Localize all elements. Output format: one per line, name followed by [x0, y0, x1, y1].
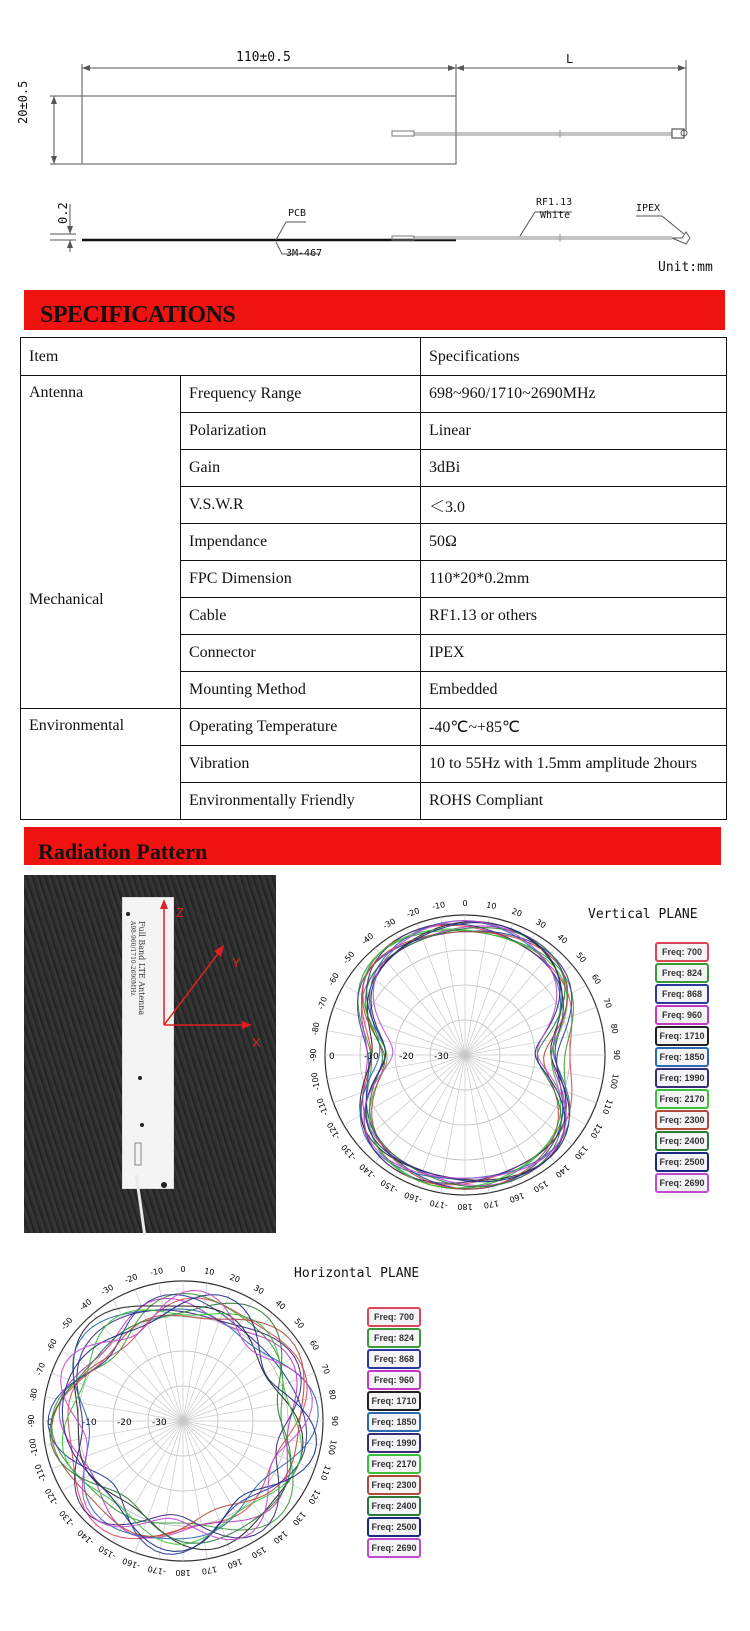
value-cell: ROHS Compliant: [421, 783, 727, 820]
angle-label: 170: [483, 1198, 500, 1210]
angle-label: 30: [252, 1283, 266, 1297]
angle-label: -40: [359, 931, 376, 947]
angle-label: -100: [27, 1437, 40, 1458]
horizontal-plane-title: Horizontal PLANE: [294, 1266, 420, 1281]
ring-label: -30: [152, 1418, 167, 1428]
legend-item: Freq: 2400: [655, 1131, 709, 1151]
unit-label: Unit:mm: [658, 260, 713, 275]
angle-label: -150: [97, 1543, 118, 1561]
ring-label: -10: [364, 1052, 379, 1062]
angle-label: -10: [149, 1266, 164, 1278]
angle-label: 170: [201, 1564, 218, 1576]
legend-item: Freq: 2690: [655, 1173, 709, 1193]
param-cell: Vibration: [181, 746, 421, 783]
angle-label: 150: [531, 1178, 550, 1194]
horizontal-plane-chart: [18, 1256, 348, 1586]
value-cell: 3dBi: [421, 450, 727, 487]
radiation-pattern-title: Radiation Pattern: [38, 839, 208, 864]
legend-item: Freq: 2300: [655, 1110, 709, 1130]
legend-item: Freq: 868: [367, 1349, 421, 1369]
param-cell: Impendance: [181, 524, 421, 561]
angle-label: 40: [273, 1298, 288, 1312]
angle-label: 20: [510, 906, 524, 919]
angle-label: -170: [146, 1564, 167, 1577]
angle-label: 130: [572, 1143, 590, 1162]
angle-label: -20: [405, 906, 421, 920]
angle-label: 50: [574, 950, 588, 965]
angle-label: 30: [534, 917, 548, 931]
legend-item: Freq: 700: [367, 1307, 421, 1327]
board-text-2: A98-960/1710-2690MHz: [129, 921, 136, 996]
legend-item: Freq: 2690: [367, 1538, 421, 1558]
value-cell: 10 to 55Hz with 1.5mm amplitude 2hours: [421, 746, 727, 783]
ring-label: -20: [399, 1052, 414, 1062]
value-cell: 698~960/1710~2690MHz: [421, 376, 727, 413]
angle-label: -70: [316, 995, 330, 1011]
legend-item: Freq: 1850: [655, 1047, 709, 1067]
param-cell: Mounting Method: [181, 672, 421, 709]
vertical-plane-chart: [300, 890, 630, 1220]
group-antenna: Antenna: [21, 376, 181, 561]
angle-label: -110: [315, 1096, 330, 1117]
tape-label: 3M-467: [286, 248, 323, 259]
angle-label: -170: [428, 1198, 449, 1211]
drawing-lines: [0, 0, 750, 285]
angle-label: 0: [180, 1265, 186, 1274]
board-dot: [161, 1182, 167, 1188]
value-cell: RF1.13 or others: [421, 598, 727, 635]
legend-item: Freq: 2170: [655, 1089, 709, 1109]
ring-label: 0: [47, 1418, 53, 1428]
board-connector: [135, 1143, 141, 1165]
header-item: Item: [21, 338, 421, 376]
angle-label: -20: [123, 1272, 139, 1286]
radiation-pattern-banner: [24, 827, 721, 865]
param-cell: V.S.W.R: [181, 487, 421, 524]
angle-label: 160: [226, 1556, 244, 1571]
angle-label: 180: [457, 1202, 473, 1211]
angle-label: -50: [341, 949, 357, 966]
angle-label: -80: [28, 1387, 40, 1402]
angle-label: -140: [75, 1527, 96, 1547]
horizontal-plane-legend: [367, 1307, 427, 1567]
legend-item: Freq: 2170: [367, 1454, 421, 1474]
param-cell: Environmentally Friendly: [181, 783, 421, 820]
angle-label: 70: [601, 996, 614, 1010]
table-row: [21, 561, 727, 598]
pattern-trace: [73, 1306, 306, 1550]
param-cell: Frequency Range: [181, 376, 421, 413]
antenna-photo: [24, 875, 276, 1233]
axis-arrows: [24, 875, 276, 1233]
angle-label: -60: [326, 971, 341, 988]
angle-label: -120: [325, 1120, 343, 1141]
cable-label: RF1.13: [536, 197, 573, 208]
angle-label: -80: [310, 1021, 322, 1036]
board-outline: [82, 96, 456, 164]
board-dot: [140, 1123, 144, 1127]
param-cell: Operating Temperature: [181, 709, 421, 746]
specifications-title: SPECIFICATIONS: [40, 302, 236, 328]
axis-y-label: Y: [232, 955, 241, 970]
angle-label: -90: [309, 1048, 318, 1062]
value-cell: ＜3.0: [421, 487, 727, 524]
angle-label: 60: [307, 1338, 321, 1352]
angle-label: 100: [608, 1073, 620, 1090]
angle-label: 160: [508, 1190, 526, 1205]
angle-label: 150: [249, 1544, 268, 1560]
param-cell: Gain: [181, 450, 421, 487]
legend-item: Freq: 1710: [367, 1391, 421, 1411]
param-cell: FPC Dimension: [181, 561, 421, 598]
ring-label: -30: [434, 1052, 449, 1062]
legend-item: Freq: 824: [367, 1328, 421, 1348]
angle-label: -50: [59, 1315, 75, 1332]
table-row: [21, 376, 727, 413]
legend-item: Freq: 960: [655, 1005, 709, 1025]
angle-label: -140: [357, 1161, 378, 1181]
group-environmental: Environmental: [21, 709, 181, 820]
angle-label: 180: [175, 1568, 191, 1577]
header-specifications: Specifications: [421, 338, 727, 376]
angle-label: 130: [290, 1509, 308, 1528]
angle-label: -40: [77, 1297, 94, 1313]
legend-item: Freq: 824: [655, 963, 709, 983]
angle-label: -110: [33, 1462, 48, 1483]
angle-label: -160: [121, 1556, 142, 1571]
legend-item: Freq: 1850: [367, 1412, 421, 1432]
angle-label: 120: [306, 1487, 322, 1506]
angle-label: -160: [403, 1190, 424, 1205]
vertical-plane-title: Vertical PLANE: [588, 907, 698, 922]
angle-label: -130: [339, 1142, 359, 1163]
ring-label: 0: [329, 1052, 335, 1062]
mechanical-drawing: [0, 0, 750, 285]
angle-label: 10: [485, 900, 498, 912]
angle-label: 10: [203, 1266, 216, 1278]
value-cell: 50Ω: [421, 524, 727, 561]
connector-label: IPEX: [636, 203, 661, 214]
height-label: 20±0.5: [16, 80, 30, 124]
legend-item: Freq: 1990: [367, 1433, 421, 1453]
ring-label: -10: [82, 1418, 97, 1428]
param-cell: Connector: [181, 635, 421, 672]
angle-label: 80: [608, 1022, 620, 1035]
angle-label: 90: [612, 1049, 621, 1061]
axis-x-label: X: [252, 1035, 261, 1050]
value-cell: IPEX: [421, 635, 727, 672]
thickness-label: 0.2: [56, 202, 70, 224]
table-row: [21, 709, 727, 746]
legend-item: Freq: 1710: [655, 1026, 709, 1046]
legend-item: Freq: 868: [655, 984, 709, 1004]
angle-label: 20: [228, 1272, 242, 1285]
specifications-table: [20, 337, 727, 820]
angle-label: -70: [34, 1361, 48, 1377]
board-text-1: Full Band LTE Antenna: [137, 921, 146, 1016]
angle-label: -150: [379, 1177, 400, 1195]
angle-label: -30: [99, 1282, 116, 1297]
angle-label: -90: [27, 1414, 36, 1428]
angle-label: 60: [589, 972, 603, 986]
value-cell: Linear: [421, 413, 727, 450]
board-dot: [126, 912, 130, 916]
board-dot: [138, 1076, 142, 1080]
legend-item: Freq: 2300: [367, 1475, 421, 1495]
axis-z-label: Z: [176, 905, 184, 920]
angle-label: 90: [330, 1415, 339, 1427]
vertical-plane-legend: [655, 942, 715, 1202]
angle-label: -30: [381, 916, 398, 931]
angle-label: -120: [43, 1486, 61, 1507]
value-cell: Embedded: [421, 672, 727, 709]
angle-label: 110: [318, 1464, 333, 1482]
angle-label: -10: [431, 900, 446, 912]
legend-item: Freq: 2400: [367, 1496, 421, 1516]
angle-label: 140: [271, 1528, 290, 1546]
param-cell: Polarization: [181, 413, 421, 450]
param-cell: Cable: [181, 598, 421, 635]
angle-label: 120: [588, 1121, 604, 1140]
legend-item: Freq: 700: [655, 942, 709, 962]
length-label: L: [566, 52, 574, 66]
angle-label: 70: [319, 1362, 332, 1376]
angle-label: -60: [44, 1337, 59, 1354]
legend-item: Freq: 1990: [655, 1068, 709, 1088]
value-cell: -40℃~+85℃: [421, 709, 727, 746]
angle-label: 110: [600, 1098, 615, 1116]
legend-item: Freq: 2500: [655, 1152, 709, 1172]
pcb-label: PCB: [288, 208, 307, 219]
ring-label: -20: [117, 1418, 132, 1428]
legend-item: Freq: 2500: [367, 1517, 421, 1537]
angle-label: -100: [309, 1071, 322, 1092]
angle-label: 50: [292, 1316, 306, 1331]
y-axis-line: [164, 951, 220, 1025]
group-mechanical: Mechanical: [21, 561, 181, 709]
angle-label: 0: [462, 899, 468, 908]
specifications-banner: [24, 290, 725, 330]
table-header-row: [21, 338, 727, 376]
width-label: 110±0.5: [236, 50, 291, 65]
angle-label: -130: [57, 1508, 77, 1529]
angle-label: 100: [326, 1439, 338, 1456]
angle-label: 40: [555, 932, 570, 946]
cable-color-label: White: [540, 210, 571, 221]
angle-label: 140: [553, 1162, 572, 1180]
value-cell: 110*20*0.2mm: [421, 561, 727, 598]
legend-item: Freq: 960: [367, 1370, 421, 1390]
angle-label: 80: [326, 1388, 338, 1401]
